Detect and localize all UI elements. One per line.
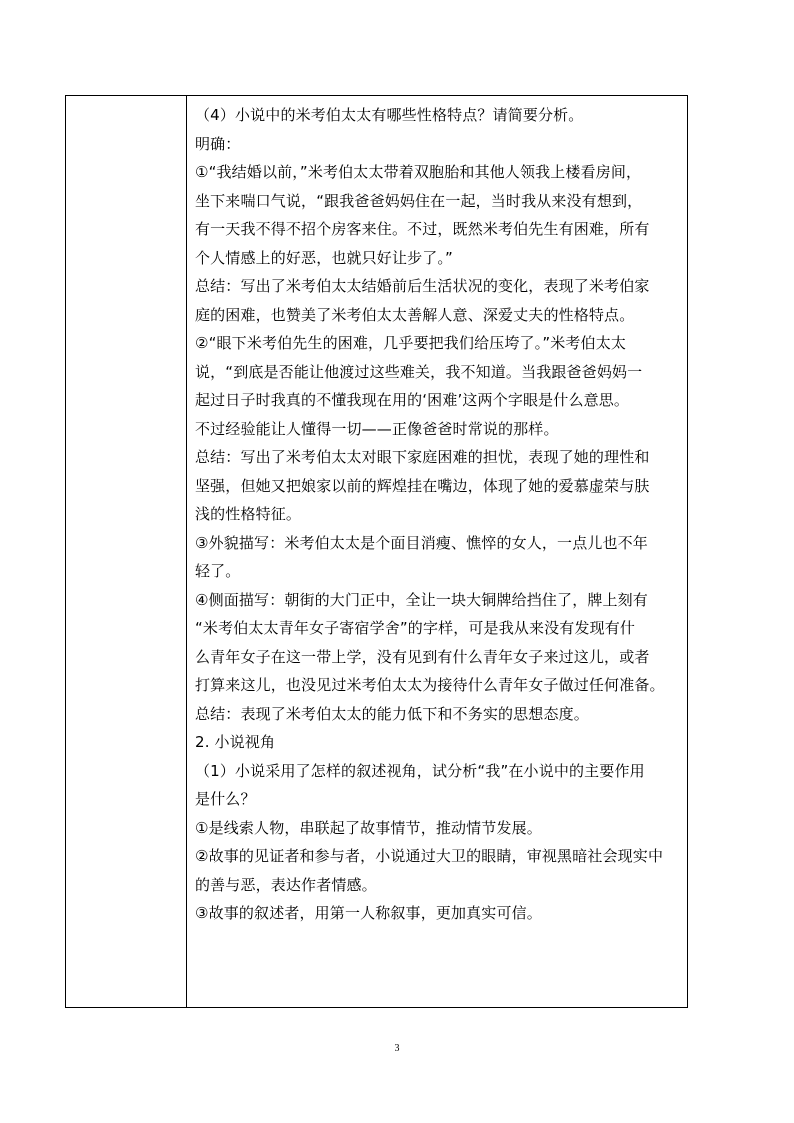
text-line: 浅的性格特征。 — [195, 505, 302, 523]
text-line: 起过日子时我真的不懂我现在用的‘困难’这两个字眼是什么意思。 — [195, 391, 630, 409]
answer-label: 明确： — [195, 134, 241, 153]
page-number: 3 — [394, 1043, 400, 1054]
text-line: 的善与恶，表达作者情感。 — [195, 875, 377, 894]
text-line: 么青年女子在这一带上学，没有见到有什么青年女子来过这儿，或者 — [195, 647, 650, 666]
text-line: 说，“到底是否能让他渡过这些难关，我不知道。当我跟爸爸妈妈一 — [195, 362, 643, 381]
section-heading: 2. 小说视角 — [195, 733, 276, 751]
text-line: 庭的困难，也赞美了米考伯太太善解人意、深爱丈夫的性格特点。 — [195, 305, 635, 324]
summary-line: 总结：表现了米考伯太太的能力低下和不务实的思想态度。 — [195, 704, 589, 723]
text-line: 打算来这儿，也没见过米考伯太太为接待什么青年女子做过任何准备。 — [195, 676, 665, 694]
text-line: 不过经验能让人懂得一切——正像爸爸时常说的那样。 — [195, 419, 559, 438]
text-line: 坐下来喘口气说，“跟我爸爸妈妈住在一起，当时我从来没有想到， — [195, 191, 643, 210]
text-line: 轻了。 — [195, 562, 241, 580]
text-line: ③外貌描写：米考伯太太是个面目消瘦、憔悴的女人，一点儿也不年 — [195, 533, 648, 552]
text-line: ③故事的叙述者，用第一人称叙事，更加真实可信。 — [195, 904, 542, 922]
question-1-line: （1）小说采用了怎样的叙述视角，试分析“我”在小说中的主要作用 — [195, 761, 645, 780]
summary-line: 总结：写出了米考伯太太结婚前后生活状况的变化，表现了米考伯家 — [195, 277, 650, 295]
content-table — [65, 95, 688, 1008]
table-left-column — [66, 96, 187, 1007]
table-content-column — [187, 96, 687, 1007]
text-line: ①是线索人物，串联起了故事情节，推动情节发展。 — [195, 818, 542, 837]
summary-line: 总结：写出了米考伯太太对眼下家庭困难的担忧，表现了她的理性和 — [195, 448, 650, 466]
text-line: 是什么？ — [195, 790, 256, 808]
text-line: 个人情感上的好恶，也就只好让步了。” — [195, 248, 453, 267]
text-line: “米考伯太太青年女子寄宿学舍”的字样，可是我从来没有发现有什 — [195, 619, 636, 637]
question-4-line: （4）小说中的米考伯太太有哪些性格特点？请简要分析。 — [195, 106, 584, 124]
text-line: 有一天我不得不招个房客来住。不过，既然米考伯先生有困难，所有 — [195, 220, 650, 238]
text-line: ④侧面描写：朝街的大门正中，全让一块大铜牌给挡住了，牌上刻有 — [195, 590, 648, 609]
text-line: ②“眼下米考伯先生的困难，几乎要把我们给压垮了。”米考伯太太 — [195, 334, 626, 352]
text-line: ①“我结婚以前，”米考伯太太带着双胞胎和其他人领我上楼看房间， — [195, 163, 642, 181]
text-line: 坚强，但她又把娘家以前的辉煌挂在嘴边，体现了她的爱慕虚荣与肤 — [195, 476, 650, 495]
text-line: ②故事的见证者和参与者，小说通过大卫的眼睛，审视黑暗社会现实中 — [195, 847, 664, 865]
